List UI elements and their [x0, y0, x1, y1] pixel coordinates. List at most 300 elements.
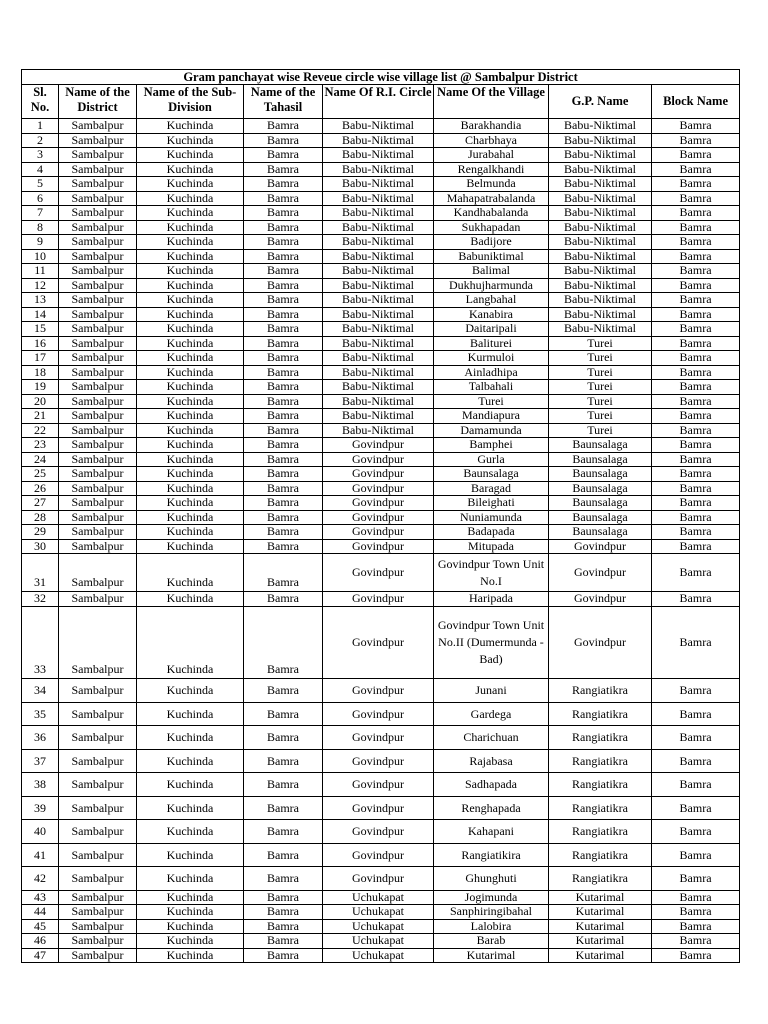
- cell-sub-division: Kuchinda: [137, 510, 244, 525]
- cell-district: Sambalpur: [59, 452, 137, 467]
- cell-sub-division: Kuchinda: [137, 525, 244, 540]
- cell-tahasil: Bamra: [244, 380, 323, 395]
- cell-sl-no: 15: [22, 322, 59, 337]
- cell-tahasil: Bamra: [244, 249, 323, 264]
- table-row: [22, 119, 740, 134]
- cell-ri-circle: Govindpur: [323, 496, 434, 511]
- cell-block-name: Bamra: [652, 702, 740, 726]
- table-row: [22, 409, 740, 424]
- cell-sl-no: 12: [22, 278, 59, 293]
- table-row: [22, 264, 740, 279]
- cell-gp-name: Baunsalaga: [549, 452, 652, 467]
- cell-sl-no: 5: [22, 177, 59, 192]
- cell-sl-no: 25: [22, 467, 59, 482]
- cell-gp-name: Babu-Niktimal: [549, 133, 652, 148]
- cell-block-name: Bamra: [652, 843, 740, 867]
- cell-gp-name: Kutarimal: [549, 905, 652, 920]
- cell-village: Ainladhipa: [434, 365, 549, 380]
- cell-block-name: Bamra: [652, 481, 740, 496]
- cell-tahasil: Bamra: [244, 220, 323, 235]
- cell-gp-name: Turei: [549, 394, 652, 409]
- cell-sub-division: Kuchinda: [137, 423, 244, 438]
- table-row: [22, 702, 740, 726]
- cell-block-name: Bamra: [652, 394, 740, 409]
- cell-sl-no: 10: [22, 249, 59, 264]
- cell-block-name: Bamra: [652, 773, 740, 797]
- cell-sub-division: Kuchinda: [137, 539, 244, 554]
- cell-block-name: Bamra: [652, 867, 740, 891]
- cell-sl-no: 36: [22, 726, 59, 750]
- cell-gp-name: Rangiatikra: [549, 867, 652, 891]
- table-row: [22, 919, 740, 934]
- cell-village: Barakhandia: [434, 119, 549, 134]
- table-row: [22, 510, 740, 525]
- cell-village: Gardega: [434, 702, 549, 726]
- cell-sub-division: Kuchinda: [137, 264, 244, 279]
- cell-ri-circle: Babu-Niktimal: [323, 336, 434, 351]
- cell-block-name: Bamra: [652, 191, 740, 206]
- cell-gp-name: Babu-Niktimal: [549, 220, 652, 235]
- cell-block-name: Bamra: [652, 796, 740, 820]
- cell-sub-division: Kuchinda: [137, 206, 244, 221]
- cell-ri-circle: Govindpur: [323, 539, 434, 554]
- cell-sub-division: Kuchinda: [137, 380, 244, 395]
- cell-block-name: Bamra: [652, 307, 740, 322]
- cell-district: Sambalpur: [59, 606, 137, 678]
- cell-gp-name: Baunsalaga: [549, 438, 652, 453]
- table-row: [22, 467, 740, 482]
- cell-village: Sukhapadan: [434, 220, 549, 235]
- table-row: [22, 293, 740, 308]
- cell-village: Bileighati: [434, 496, 549, 511]
- cell-ri-circle: Babu-Niktimal: [323, 307, 434, 322]
- cell-district: Sambalpur: [59, 264, 137, 279]
- cell-district: Sambalpur: [59, 220, 137, 235]
- title-row: [22, 70, 740, 85]
- cell-block-name: Bamra: [652, 749, 740, 773]
- cell-gp-name: Rangiatikra: [549, 678, 652, 702]
- sheet-title: Gram panchayat wise Reveue circle wise village list @ Sambalpur District: [22, 70, 740, 85]
- cell-ri-circle: Babu-Niktimal: [323, 133, 434, 148]
- table-row: [22, 554, 740, 592]
- cell-tahasil: Bamra: [244, 525, 323, 540]
- cell-tahasil: Bamra: [244, 510, 323, 525]
- cell-ri-circle: Babu-Niktimal: [323, 235, 434, 250]
- cell-village: Jurabahal: [434, 148, 549, 163]
- cell-sl-no: 29: [22, 525, 59, 540]
- cell-tahasil: Bamra: [244, 162, 323, 177]
- cell-sl-no: 13: [22, 293, 59, 308]
- cell-tahasil: Bamra: [244, 235, 323, 250]
- cell-tahasil: Bamra: [244, 409, 323, 424]
- table-row: [22, 438, 740, 453]
- cell-gp-name: Turei: [549, 336, 652, 351]
- cell-sub-division: Kuchinda: [137, 148, 244, 163]
- cell-block-name: Bamra: [652, 510, 740, 525]
- cell-district: Sambalpur: [59, 206, 137, 221]
- cell-ri-circle: Govindpur: [323, 452, 434, 467]
- cell-gp-name: Babu-Niktimal: [549, 119, 652, 134]
- cell-sub-division: Kuchinda: [137, 220, 244, 235]
- cell-block-name: Bamra: [652, 948, 740, 963]
- cell-gp-name: Govindpur: [549, 554, 652, 592]
- cell-village: Sadhapada: [434, 773, 549, 797]
- cell-block-name: Bamra: [652, 554, 740, 592]
- cell-district: Sambalpur: [59, 293, 137, 308]
- cell-sl-no: 16: [22, 336, 59, 351]
- cell-block-name: Bamra: [652, 220, 740, 235]
- cell-tahasil: Bamra: [244, 820, 323, 844]
- cell-village: Barab: [434, 934, 549, 949]
- cell-tahasil: Bamra: [244, 481, 323, 496]
- cell-district: Sambalpur: [59, 438, 137, 453]
- village-list-sheet: [21, 69, 739, 963]
- cell-district: Sambalpur: [59, 796, 137, 820]
- cell-village: Daitaripali: [434, 322, 549, 337]
- cell-sub-division: Kuchinda: [137, 365, 244, 380]
- cell-gp-name: Babu-Niktimal: [549, 162, 652, 177]
- cell-sl-no: 27: [22, 496, 59, 511]
- cell-ri-circle: Babu-Niktimal: [323, 177, 434, 192]
- cell-district: Sambalpur: [59, 496, 137, 511]
- cell-sub-division: Kuchinda: [137, 133, 244, 148]
- cell-district: Sambalpur: [59, 394, 137, 409]
- cell-tahasil: Bamra: [244, 206, 323, 221]
- cell-sub-division: Kuchinda: [137, 919, 244, 934]
- cell-ri-circle: Govindpur: [323, 843, 434, 867]
- cell-tahasil: Bamra: [244, 843, 323, 867]
- cell-sl-no: 14: [22, 307, 59, 322]
- cell-ri-circle: Govindpur: [323, 678, 434, 702]
- cell-sl-no: 34: [22, 678, 59, 702]
- cell-sub-division: Kuchinda: [137, 678, 244, 702]
- cell-block-name: Bamra: [652, 496, 740, 511]
- table-row: [22, 278, 740, 293]
- cell-sub-division: Kuchinda: [137, 438, 244, 453]
- cell-ri-circle: Babu-Niktimal: [323, 264, 434, 279]
- cell-sl-no: 39: [22, 796, 59, 820]
- cell-village: Baliturei: [434, 336, 549, 351]
- cell-ri-circle: Govindpur: [323, 749, 434, 773]
- cell-ri-circle: Uchukapat: [323, 890, 434, 905]
- cell-gp-name: Baunsalaga: [549, 510, 652, 525]
- cell-block-name: Bamra: [652, 162, 740, 177]
- cell-gp-name: Turei: [549, 409, 652, 424]
- cell-sub-division: Kuchinda: [137, 481, 244, 496]
- table-row: [22, 749, 740, 773]
- cell-district: Sambalpur: [59, 592, 137, 607]
- cell-sub-division: Kuchinda: [137, 119, 244, 134]
- cell-sl-no: 3: [22, 148, 59, 163]
- cell-district: Sambalpur: [59, 843, 137, 867]
- cell-ri-circle: Govindpur: [323, 554, 434, 592]
- cell-village: Jogimunda: [434, 890, 549, 905]
- table-row: [22, 148, 740, 163]
- cell-block-name: Bamra: [652, 606, 740, 678]
- table-row: [22, 307, 740, 322]
- cell-sl-no: 21: [22, 409, 59, 424]
- cell-ri-circle: Govindpur: [323, 820, 434, 844]
- header-sl-no: Sl. No.: [22, 85, 59, 119]
- table-row: [22, 133, 740, 148]
- cell-gp-name: Babu-Niktimal: [549, 191, 652, 206]
- cell-gp-name: Baunsalaga: [549, 525, 652, 540]
- cell-block-name: Bamra: [652, 278, 740, 293]
- cell-sl-no: 18: [22, 365, 59, 380]
- cell-district: Sambalpur: [59, 948, 137, 963]
- cell-ri-circle: Uchukapat: [323, 905, 434, 920]
- table-row: [22, 606, 740, 678]
- cell-tahasil: Bamra: [244, 438, 323, 453]
- cell-tahasil: Bamra: [244, 264, 323, 279]
- cell-district: Sambalpur: [59, 919, 137, 934]
- cell-sl-no: 37: [22, 749, 59, 773]
- table-row: [22, 206, 740, 221]
- cell-gp-name: Rangiatikra: [549, 796, 652, 820]
- table-row: [22, 249, 740, 264]
- cell-block-name: Bamra: [652, 177, 740, 192]
- cell-tahasil: Bamra: [244, 796, 323, 820]
- cell-gp-name: Rangiatikra: [549, 702, 652, 726]
- cell-block-name: Bamra: [652, 890, 740, 905]
- table-row: [22, 365, 740, 380]
- cell-ri-circle: Babu-Niktimal: [323, 148, 434, 163]
- cell-ri-circle: Govindpur: [323, 773, 434, 797]
- cell-sub-division: Kuchinda: [137, 452, 244, 467]
- cell-district: Sambalpur: [59, 148, 137, 163]
- cell-sub-division: Kuchinda: [137, 278, 244, 293]
- cell-sl-no: 4: [22, 162, 59, 177]
- cell-district: Sambalpur: [59, 278, 137, 293]
- cell-block-name: Bamra: [652, 423, 740, 438]
- cell-gp-name: Rangiatikra: [549, 820, 652, 844]
- cell-district: Sambalpur: [59, 177, 137, 192]
- cell-sub-division: Kuchinda: [137, 726, 244, 750]
- cell-village: Mahapatrabalanda: [434, 191, 549, 206]
- cell-tahasil: Bamra: [244, 678, 323, 702]
- cell-gp-name: Rangiatikra: [549, 726, 652, 750]
- cell-block-name: Bamra: [652, 452, 740, 467]
- cell-village: Badijore: [434, 235, 549, 250]
- header-gp-name: G.P. Name: [549, 85, 652, 119]
- cell-sl-no: 11: [22, 264, 59, 279]
- cell-tahasil: Bamra: [244, 890, 323, 905]
- table-row: [22, 177, 740, 192]
- cell-sub-division: Kuchinda: [137, 409, 244, 424]
- cell-district: Sambalpur: [59, 249, 137, 264]
- cell-block-name: Bamra: [652, 133, 740, 148]
- cell-ri-circle: Babu-Niktimal: [323, 162, 434, 177]
- cell-tahasil: Bamra: [244, 539, 323, 554]
- cell-village: Turei: [434, 394, 549, 409]
- cell-village: Bamphei: [434, 438, 549, 453]
- cell-sub-division: Kuchinda: [137, 948, 244, 963]
- cell-district: Sambalpur: [59, 820, 137, 844]
- cell-block-name: Bamra: [652, 380, 740, 395]
- cell-district: Sambalpur: [59, 481, 137, 496]
- table-row: [22, 948, 740, 963]
- cell-village: Rangiatikira: [434, 843, 549, 867]
- cell-village: Kahapani: [434, 820, 549, 844]
- header-sub-division: Name of the Sub-Division: [137, 85, 244, 119]
- cell-tahasil: Bamra: [244, 452, 323, 467]
- table-row: [22, 843, 740, 867]
- cell-village: Baunsalaga: [434, 467, 549, 482]
- cell-block-name: Bamra: [652, 351, 740, 366]
- cell-tahasil: Bamra: [244, 749, 323, 773]
- cell-ri-circle: Govindpur: [323, 525, 434, 540]
- cell-tahasil: Bamra: [244, 554, 323, 592]
- cell-sl-no: 45: [22, 919, 59, 934]
- cell-block-name: Bamra: [652, 119, 740, 134]
- cell-block-name: Bamra: [652, 539, 740, 554]
- table-row: [22, 394, 740, 409]
- table-row: [22, 191, 740, 206]
- cell-sl-no: 33: [22, 606, 59, 678]
- cell-village: Rajabasa: [434, 749, 549, 773]
- cell-block-name: Bamra: [652, 919, 740, 934]
- cell-sub-division: Kuchinda: [137, 820, 244, 844]
- cell-district: Sambalpur: [59, 235, 137, 250]
- cell-sl-no: 44: [22, 905, 59, 920]
- cell-block-name: Bamra: [652, 322, 740, 337]
- cell-ri-circle: Babu-Niktimal: [323, 119, 434, 134]
- cell-tahasil: Bamra: [244, 351, 323, 366]
- cell-sub-division: Kuchinda: [137, 191, 244, 206]
- cell-sub-division: Kuchinda: [137, 905, 244, 920]
- cell-ri-circle: Uchukapat: [323, 948, 434, 963]
- cell-sub-division: Kuchinda: [137, 177, 244, 192]
- cell-block-name: Bamra: [652, 438, 740, 453]
- cell-tahasil: Bamra: [244, 773, 323, 797]
- cell-gp-name: Rangiatikra: [549, 773, 652, 797]
- cell-village: Govindpur Town Unit No.II (Dumermunda - Bad): [434, 606, 549, 678]
- cell-tahasil: Bamra: [244, 934, 323, 949]
- cell-sub-division: Kuchinda: [137, 162, 244, 177]
- cell-block-name: Bamra: [652, 934, 740, 949]
- cell-block-name: Bamra: [652, 365, 740, 380]
- cell-ri-circle: Babu-Niktimal: [323, 220, 434, 235]
- cell-sl-no: 38: [22, 773, 59, 797]
- cell-tahasil: Bamra: [244, 336, 323, 351]
- cell-ri-circle: Govindpur: [323, 606, 434, 678]
- cell-village: Belmunda: [434, 177, 549, 192]
- table-row: [22, 867, 740, 891]
- cell-sub-division: Kuchinda: [137, 496, 244, 511]
- cell-gp-name: Kutarimal: [549, 919, 652, 934]
- cell-block-name: Bamra: [652, 293, 740, 308]
- table-row: [22, 481, 740, 496]
- cell-district: Sambalpur: [59, 905, 137, 920]
- cell-sl-no: 24: [22, 452, 59, 467]
- cell-ri-circle: Govindpur: [323, 726, 434, 750]
- cell-tahasil: Bamra: [244, 293, 323, 308]
- cell-district: Sambalpur: [59, 351, 137, 366]
- cell-ri-circle: Babu-Niktimal: [323, 293, 434, 308]
- table-row: [22, 796, 740, 820]
- cell-district: Sambalpur: [59, 119, 137, 134]
- cell-ri-circle: Babu-Niktimal: [323, 278, 434, 293]
- table-row: [22, 773, 740, 797]
- cell-block-name: Bamra: [652, 206, 740, 221]
- table-row: [22, 162, 740, 177]
- cell-sub-division: Kuchinda: [137, 307, 244, 322]
- cell-district: Sambalpur: [59, 890, 137, 905]
- cell-block-name: Bamra: [652, 820, 740, 844]
- cell-gp-name: Babu-Niktimal: [549, 235, 652, 250]
- cell-sl-no: 20: [22, 394, 59, 409]
- cell-sl-no: 17: [22, 351, 59, 366]
- cell-district: Sambalpur: [59, 409, 137, 424]
- cell-gp-name: Baunsalaga: [549, 467, 652, 482]
- cell-tahasil: Bamra: [244, 394, 323, 409]
- cell-sub-division: Kuchinda: [137, 890, 244, 905]
- cell-district: Sambalpur: [59, 678, 137, 702]
- cell-sl-no: 31: [22, 554, 59, 592]
- cell-gp-name: Babu-Niktimal: [549, 307, 652, 322]
- cell-gp-name: Govindpur: [549, 539, 652, 554]
- cell-district: Sambalpur: [59, 322, 137, 337]
- table-row: [22, 934, 740, 949]
- cell-gp-name: Babu-Niktimal: [549, 177, 652, 192]
- cell-sub-division: Kuchinda: [137, 351, 244, 366]
- cell-sl-no: 35: [22, 702, 59, 726]
- cell-sl-no: 8: [22, 220, 59, 235]
- cell-block-name: Bamra: [652, 235, 740, 250]
- cell-village: Balimal: [434, 264, 549, 279]
- cell-tahasil: Bamra: [244, 148, 323, 163]
- cell-village: Ghunghuti: [434, 867, 549, 891]
- table-row: [22, 336, 740, 351]
- cell-block-name: Bamra: [652, 264, 740, 279]
- cell-district: Sambalpur: [59, 749, 137, 773]
- header-district: Name of the District: [59, 85, 137, 119]
- cell-sub-division: Kuchinda: [137, 554, 244, 592]
- cell-district: Sambalpur: [59, 510, 137, 525]
- cell-district: Sambalpur: [59, 133, 137, 148]
- cell-sl-no: 6: [22, 191, 59, 206]
- cell-sl-no: 22: [22, 423, 59, 438]
- table-row: [22, 380, 740, 395]
- cell-gp-name: Rangiatikra: [549, 843, 652, 867]
- cell-village: Junani: [434, 678, 549, 702]
- cell-ri-circle: Babu-Niktimal: [323, 423, 434, 438]
- cell-gp-name: Babu-Niktimal: [549, 264, 652, 279]
- cell-block-name: Bamra: [652, 678, 740, 702]
- cell-tahasil: Bamra: [244, 365, 323, 380]
- cell-district: Sambalpur: [59, 773, 137, 797]
- cell-tahasil: Bamra: [244, 278, 323, 293]
- cell-ri-circle: Govindpur: [323, 702, 434, 726]
- table-row: [22, 726, 740, 750]
- cell-gp-name: Govindpur: [549, 606, 652, 678]
- cell-ri-circle: Babu-Niktimal: [323, 191, 434, 206]
- cell-district: Sambalpur: [59, 162, 137, 177]
- cell-tahasil: Bamra: [244, 119, 323, 134]
- cell-ri-circle: Babu-Niktimal: [323, 394, 434, 409]
- cell-block-name: Bamra: [652, 249, 740, 264]
- cell-village: Kutarimal: [434, 948, 549, 963]
- cell-sl-no: 30: [22, 539, 59, 554]
- cell-village: Langbahal: [434, 293, 549, 308]
- cell-block-name: Bamra: [652, 148, 740, 163]
- cell-gp-name: Kutarimal: [549, 890, 652, 905]
- cell-tahasil: Bamra: [244, 322, 323, 337]
- cell-tahasil: Bamra: [244, 606, 323, 678]
- cell-sl-no: 40: [22, 820, 59, 844]
- cell-district: Sambalpur: [59, 525, 137, 540]
- cell-sub-division: Kuchinda: [137, 322, 244, 337]
